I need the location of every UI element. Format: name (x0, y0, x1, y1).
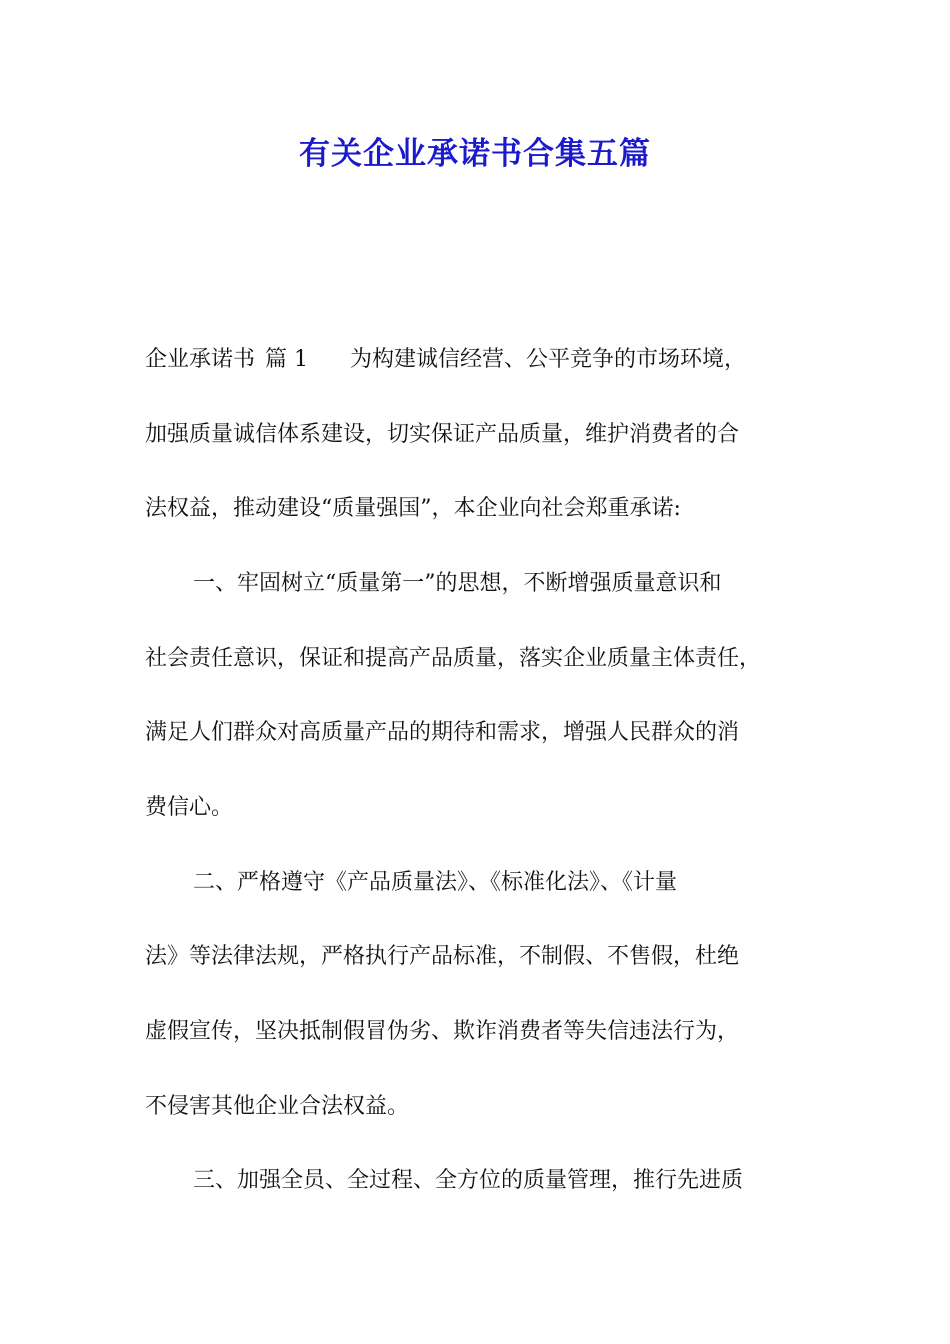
paragraph-line: 法权益，推动建设“质量强国”，本企业向社会郑重承诺: (145, 496, 681, 521)
paragraph-line: 一、牢固树立“质量第一”的思想，不断增强质量意识和 (193, 571, 722, 596)
paragraph-line: 满足人们群众对高质量产品的期待和需求，增强人民群众的消 (145, 720, 740, 745)
paragraph-line: 社会责任意识，保证和提高产品质量，落实企业质量主体责任， (145, 646, 762, 671)
paragraph-line: 法》等法律法规，严格执行产品标准，不制假、不售假，杜绝 (145, 944, 740, 969)
section-number: 篇 1 (265, 347, 309, 372)
paragraph-line (145, 345, 825, 375)
paragraph-line: 三、加强全员、全过程、全方位的质量管理，推行先进质 (193, 1168, 744, 1193)
document-title: 有关企业承诺书合集五篇 (299, 136, 651, 172)
line-text: 为构建诚信经营、公平竞争的市场环境， (350, 347, 747, 372)
paragraph-line: 不侵害其他企业合法权益。 (145, 1094, 410, 1119)
paragraph-line: 加强质量诚信体系建设，切实保证产品质量，维护消费者的合 (145, 422, 740, 447)
section-label: 企业承诺书 (145, 347, 256, 372)
paragraph-line: 二、严格遵守《产品质量法》、《标准化法》、《计量 (193, 870, 678, 895)
paragraph-line: 费信心。 (145, 795, 234, 820)
paragraph-line: 虚假宣传，坚决抵制假冒伪劣、欺诈消费者等失信违法行为， (145, 1019, 740, 1044)
